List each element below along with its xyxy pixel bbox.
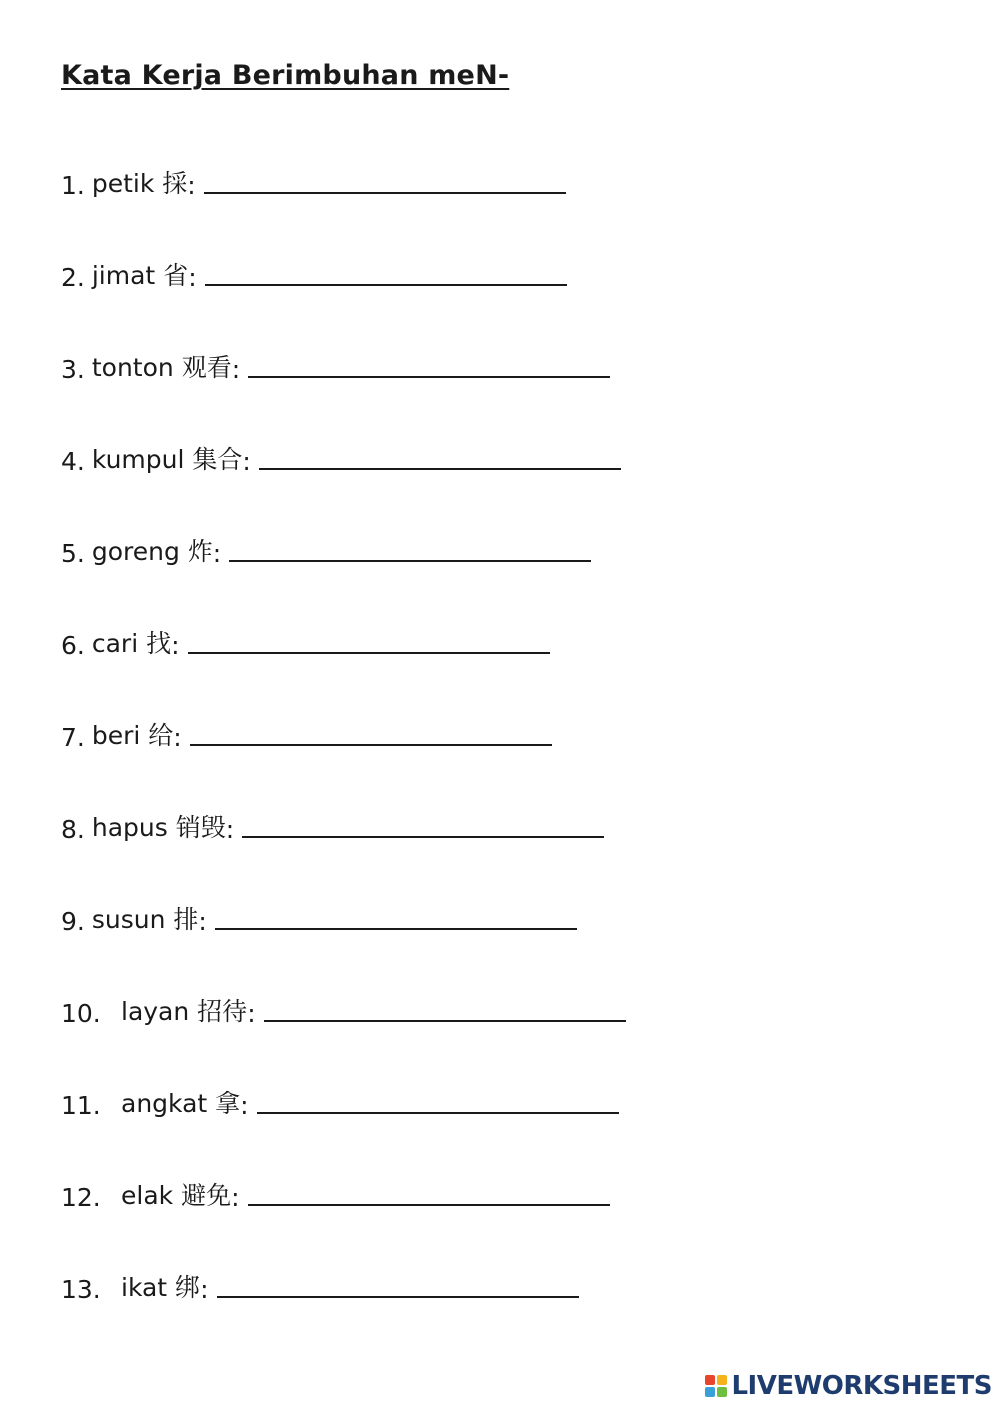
answer-blank-7[interactable] [190,744,552,746]
item-word: jimat 省 [91,261,189,290]
item-number: 10. [61,999,101,1028]
answer-blank-3[interactable] [248,376,610,378]
item-number: 2. [61,263,85,292]
item-colon: : [247,999,256,1028]
exercise-list [61,166,626,1304]
item-word: kumpul 集合 [91,445,243,474]
exercise-item-4 [61,384,626,476]
logo-square-yellow [717,1375,727,1385]
item-word: beri 给 [91,721,174,750]
exercise-item-11 [61,1028,626,1120]
item-word: angkat 拿 [121,1089,241,1118]
exercise-item-12 [61,1120,626,1212]
answer-blank-6[interactable] [188,652,550,654]
item-word: layan 招待 [121,997,248,1026]
exercise-item-3 [61,292,626,384]
item-colon: : [187,171,196,200]
item-colon: : [240,1091,249,1120]
item-colon: : [225,815,235,844]
item-word: ikat 绑 [121,1273,201,1302]
item-number: 8. [61,815,85,844]
item-number: 6. [61,631,85,660]
answer-blank-13[interactable] [217,1296,579,1298]
exercise-item-7 [61,660,626,752]
item-word: tonton 观看 [91,353,232,382]
logo-text: LIVEWORKSHEETS [731,1371,992,1401]
item-colon: : [212,539,222,568]
item-word: cari 找 [91,629,172,658]
item-colon: : [200,1275,209,1304]
liveworksheets-logo [705,1371,992,1401]
item-colon: : [231,355,241,384]
item-number: 7. [61,723,85,752]
item-word: petik 採 [91,169,188,198]
item-word: goreng 炸 [91,537,213,566]
item-number: 13. [61,1275,101,1304]
answer-blank-12[interactable] [248,1204,610,1206]
exercise-item-10 [61,936,626,1028]
logo-square-blue [705,1387,715,1397]
item-word: susun 排 [91,905,199,934]
logo-square-green [717,1387,727,1397]
answer-blank-11[interactable] [257,1112,619,1114]
answer-blank-5[interactable] [229,560,591,562]
exercise-item-5 [61,476,626,568]
answer-blank-9[interactable] [215,928,577,930]
item-number: 11. [61,1091,101,1120]
item-number: 12. [61,1183,101,1212]
answer-blank-2[interactable] [205,284,567,286]
item-word: hapus 销毁 [91,813,226,842]
item-word: elak 避免 [121,1181,232,1210]
exercise-item-8 [61,752,626,844]
item-number: 3. [61,355,85,384]
item-number: 1. [61,171,85,200]
item-number: 4. [61,447,85,476]
answer-blank-1[interactable] [204,192,566,194]
liveworksheets-logo-icon [705,1375,727,1397]
answer-blank-10[interactable] [264,1020,626,1022]
exercise-item-9 [61,844,626,936]
exercise-item-1 [61,166,626,200]
item-colon: : [171,631,180,660]
item-colon: : [188,263,197,292]
exercise-item-13 [61,1212,626,1304]
item-colon: : [198,907,207,936]
item-colon: : [242,447,251,476]
item-number: 5. [61,539,85,568]
answer-blank-8[interactable] [242,836,604,838]
item-colon: : [173,723,182,752]
exercise-item-6 [61,568,626,660]
answer-blank-4[interactable] [259,468,621,470]
item-colon: : [231,1183,240,1212]
logo-square-red [705,1375,715,1385]
item-number: 9. [61,907,85,936]
exercise-item-2 [61,200,626,292]
worksheet-title: Kata Kerja Berimbuhan meN- [61,60,510,91]
